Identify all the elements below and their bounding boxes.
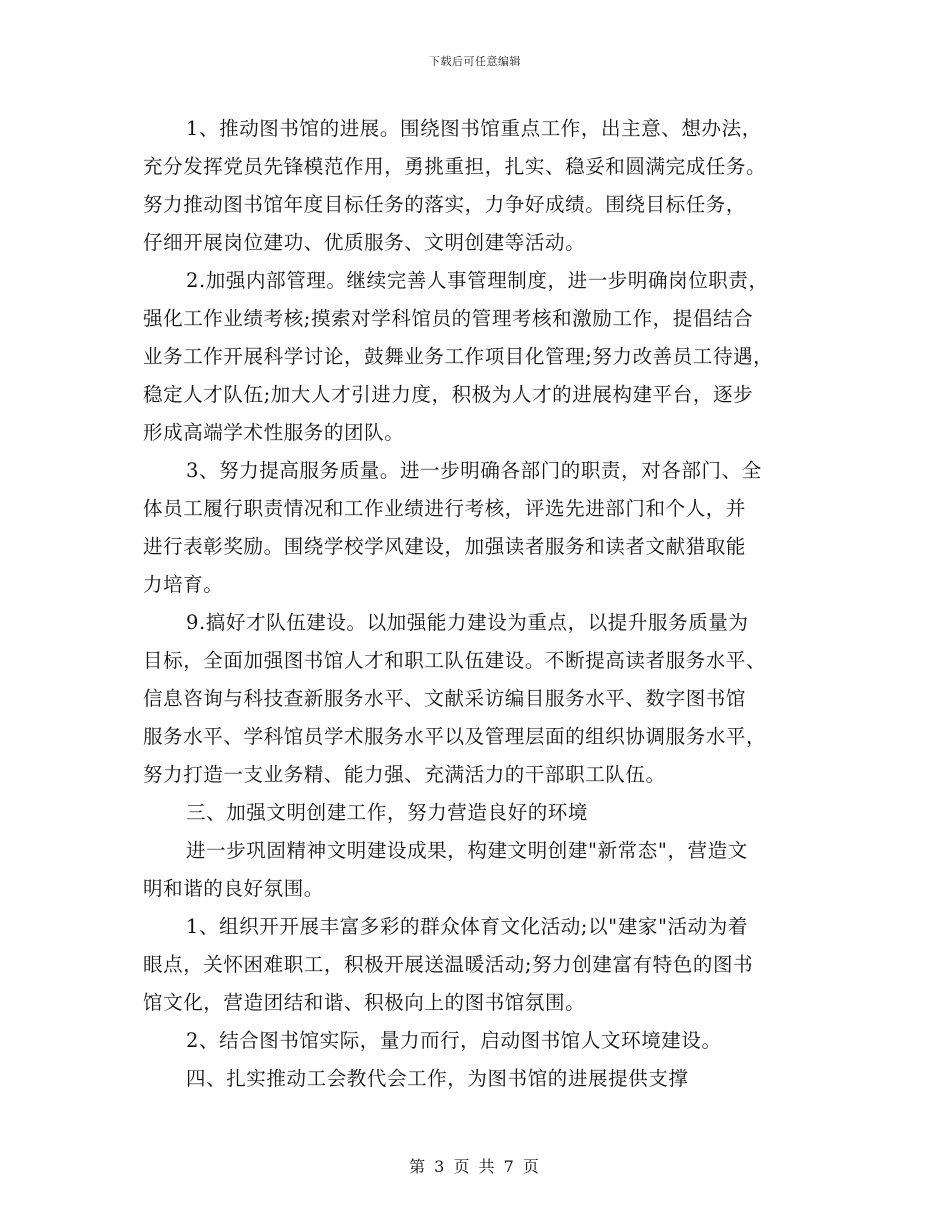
- paragraph-line: 1、组织开开展丰富多彩的群众体育文化活动;以"建家"活动为着: [186, 915, 748, 938]
- paragraph-line: 充分发挥党员先锋模范作用，勇挑重担，扎实、稳妥和圆满完成任务。: [143, 155, 767, 178]
- paragraph-line: 目标，全面加强图书馆人才和职工队伍建设。不断提高读者服务水平、: [143, 649, 767, 672]
- paragraph-line: 力培育。: [143, 573, 224, 596]
- document-body: [143, 110, 813, 1098]
- page-footer: 第 3 页 共 7 页: [409, 1157, 541, 1176]
- paragraph-line: 努力推动图书馆年度目标任务的落实，力争好成绩。围绕目标任务，: [143, 193, 747, 216]
- paragraph-line: 信息咨询与科技查新服务水平、文献采访编目服务水平、数字图书馆: [143, 687, 747, 710]
- paragraph-line: 2.加强内部管理。继续完善人事管理制度，进一步明确岗位职责，: [186, 269, 769, 292]
- paragraph-line: 稳定人才队伍;加大人才引进力度，积极为人才的进展构建平台，逐步: [143, 383, 754, 406]
- paragraph-line: 体员工履行职责情况和工作业绩进行考核，评选先进部门和个人，并: [143, 497, 747, 520]
- paragraph-line: 9.搞好才队伍建设。以加强能力建设为重点，以提升服务质量为: [186, 611, 749, 634]
- paragraph-line: 仔细开展岗位建功、优质服务、文明创建等活动。: [143, 231, 586, 254]
- paragraph-line: 形成高端学术性服务的团队。: [143, 421, 405, 444]
- paragraph-line: 服务水平、学科馆员学术服务水平以及管理层面的组织协调服务水平，: [143, 725, 767, 748]
- page-header: 下载后可任意编辑: [429, 55, 521, 68]
- paragraph-line: 3、努力提高服务质量。进一步明确各部门的职责，对各部门、全: [186, 459, 762, 482]
- paragraph-line: 馆文化，营造团结和谐、积极向上的图书馆氛围。: [143, 991, 586, 1014]
- paragraph-line: 强化工作业绩考核;摸索对学科馆员的管理考核和激励工作，提倡结合: [143, 307, 754, 330]
- paragraph-line: 明和谐的良好氛围。: [143, 877, 324, 900]
- paragraph-line: 1、推动图书馆的进展。围绕图书馆重点工作，出主意、想办法，: [186, 117, 762, 140]
- paragraph-line: 眼点，关怀困难职工，积极开展送温暖活动;努力创建富有特色的图书: [143, 953, 754, 976]
- paragraph-line: 努力打造一支业务精、能力强、充满活力的干部职工队伍。: [143, 763, 666, 786]
- paragraph-line: 进行表彰奖励。围绕学校学风建设，加强读者服务和读者文献猎取能: [143, 535, 747, 558]
- paragraph-line: 业务工作开展科学讨论，鼓舞业务工作项目化管理;努力改善员工待遇，: [143, 345, 774, 368]
- section-heading: 四、扎实推动工会教代会工作，为图书馆的进展提供支撑: [186, 1067, 689, 1090]
- paragraph-line: 2、结合图书馆实际，量力而行，启动图书馆人文环境建设。: [186, 1029, 722, 1052]
- paragraph-line: 进一步巩固精神文明建设成果，构建文明创建"新常态"，营造文: [186, 839, 748, 862]
- section-heading: 三、加强文明创建工作，努力营造良好的环境: [186, 801, 589, 824]
